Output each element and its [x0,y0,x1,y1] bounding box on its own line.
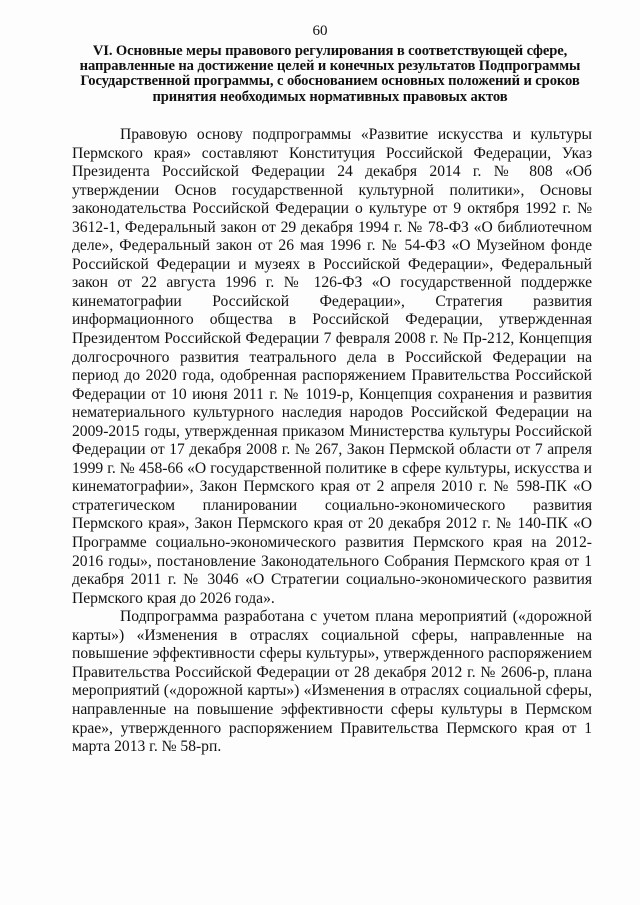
document-body [72,126,592,757]
paragraph-roadmap: Подпрограмма разработана с учетом плана мероприятий («дорожной карты») «Изменения в отраслях социальной сферы, направленные на повышение эффективности сферы культуры», утвержденного распоряжением Правительства Российской Федерации от 28 декабря 2012 г. № 2606-р, плана мероприятий («дорожной карты») «Изменения в отраслях социальной сферы, направленные на повышение эффективности сферы культуры в Пермском крае», утвержденного распоряжением Правительства Пермского края от 1 марта 2013 г. № 58-рп. [72,608,592,756]
paragraph-legal-basis: Правовую основу подпрограммы «Развитие искусства и культуры Пермского края» составляют Конституция Российской Федерации, Указ Президента Российской Федерации 24 декабря 2014 г. № 808 «Об утверждении Основ государственной культурной политики», Основы законодательства Российской Федерации о культуре от 9 октября 1992 г. № 3612-1, Федеральный закон от 29 декабря 1994 г. № 78-ФЗ «О библиотечном деле», Федеральный закон от 26 мая 1996 г. № 54-ФЗ «О Музейном фонде Российской Федерации и музеях в Российской Федерации», Федеральный закон от 22 августа 1996 г. № 126-ФЗ «О государственной поддержке кинематографии Российской Федерации», Стратегия развития информационного общества в Российской Федерации, утвержденная Президентом Российской Федерации 7 февраля 2008 г. № Пр-212, Концепция долгосрочного развития театрального дела в Российской Федерации на период до 2020 года, одобренная распоряжением Правительства Российской Федерации от 10 июня 2011 г. № 1019-р, Концепция сохранения и развития нематериального культурного наследия народов Российской Федерации на 2009-2015 годы, утвержденная приказом Министерства культуры Российской Федерации от 17 декабря 2008 г. № 267, Закон Пермской области от 7 апреля 1999 г. № 458-66 «О государственной политике в сфере культуры, искусства и кинематографии», Закон Пермского края от 2 апреля 2010 г. № 598-ПК «О стратегическом планировании социально-экономического развития Пермского края», Закон Пермского края от 20 декабря 2012 г. № 140-ПК «О Программе социально-экономического развития Пермского края на 2012-2016 годы», постановление Законодательного Собрания Пермского края от 1 декабря 2011 г. № 3046 «О Стратегии социально-экономического развития Пермского края до 2026 года». [72,126,592,607]
page-number: 60 [312,23,328,39]
section-heading: VI. Основные меры правового регулирования в соответствующей сфере, направленные на достижение целей и конечных результатов Подпрограммы Государственной программы, с обоснованием основных положений и сроков принятия необходимых нормативных правовых актов [79,43,581,105]
